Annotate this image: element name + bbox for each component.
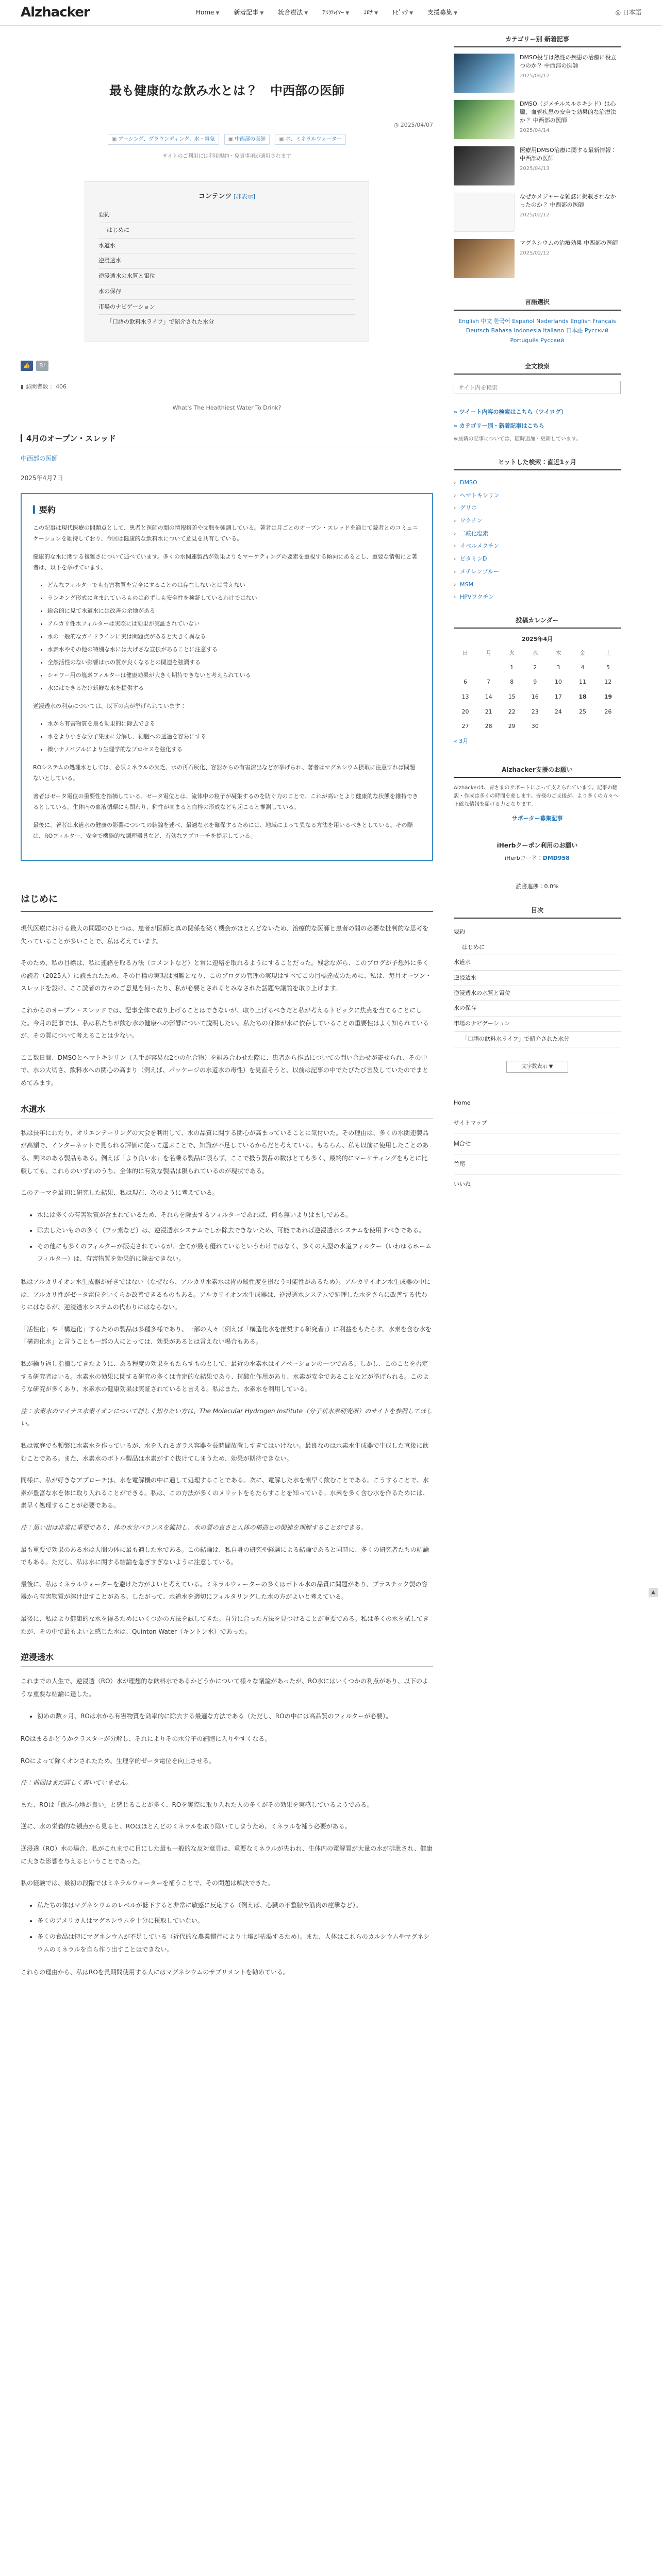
folder-icon: ▣	[112, 137, 117, 143]
calendar-weekday: 木	[555, 649, 561, 656]
toc-item[interactable]: 要約	[98, 208, 355, 223]
article-body	[21, 892, 433, 1978]
toc-item[interactable]: 水の保存	[454, 1001, 621, 1016]
toc-item[interactable]: はじめに	[98, 223, 355, 239]
body-list	[37, 1899, 433, 1956]
calendar-day[interactable]: 2	[533, 664, 537, 671]
chevron-down-icon: ▼	[260, 11, 264, 16]
category-note: ※最新の記事については、随時追加・更新しています。	[454, 436, 582, 442]
menu-item[interactable]: 首尾	[454, 1155, 621, 1175]
coupon-box: iHerbクーポン利用のお願い iHerbコード：DMD958	[454, 840, 621, 863]
list-item: • シャワー用の塩素フィルターは健康効果が大きく期待できないと考えられている	[47, 670, 421, 681]
calendar-weekday: 月	[486, 649, 492, 656]
body-paragraph: このテーマを最初に研究した結果、私は現在、次のように考えている。	[21, 1189, 219, 1197]
calendar-day[interactable]: 13	[461, 693, 469, 701]
body-list	[37, 1209, 433, 1265]
toc-item[interactable]: 逆浸透水の水質と電位	[454, 986, 621, 1002]
post-thumbnail[interactable]	[454, 239, 515, 278]
post-date: 2025/02/12	[520, 212, 550, 218]
body-list	[37, 1710, 433, 1723]
popular-search-item[interactable]: › ビタミンD	[454, 553, 621, 566]
list-item: • 水をより小さな分子集団に分解し、細胞への透過を容易にする	[47, 732, 421, 742]
menu-item[interactable]: Home	[454, 1093, 621, 1114]
globe-icon: ◎	[615, 9, 621, 16]
body-paragraph: これらの理由から、私はROを長期間使用する人にはマグネシウムのサプリメントを勧めている。	[21, 1969, 289, 1976]
body-paragraph: 最後に、私はミネラルウォーターを避けた方がよいと考えている。ミネラルウォーターの多くはボトル水の品質に問題があり、プラスチック製の容器から有害物質が溶け出すことがある。したがって、水道水を適切にフィルタリングした水の方がよいと考えている。	[21, 1580, 428, 1601]
tag-link[interactable]: ▣ アーシング、グラウンディング、水・電気	[108, 134, 219, 145]
toc-item[interactable]: 水道水	[98, 239, 355, 254]
body-paragraph: これからのオープン・スレッドでは、記事全体で取り上げることはできないが、取り上げるべきだと私が考えるトピックに焦点を当てることにした。今月の記事では、私は私たちが飲む水の健康への影響について説明したい。私たちの身体が水に依存していることの重要性はよく知られているが、その質について考えることは少ない。	[21, 1006, 429, 1040]
menu-item[interactable]: 問合せ	[454, 1134, 621, 1155]
calendar-day[interactable]: 5	[606, 664, 610, 671]
calendar-day[interactable]: 26	[604, 708, 612, 715]
thumbs-up-icon: 👍	[23, 362, 30, 369]
toc-item[interactable]: 市場のナビゲーション	[98, 300, 355, 315]
toc-item[interactable]: 「口語の飲料水ライフ」で紹介された水分	[98, 315, 355, 330]
body-paragraph: これまでの人生で、逆浸透（RO）水が理想的な飲料水であるかどうかについて様々な議論があったが、RO水にはいくつかの利点があり、以下のような重要な結論に達した。	[21, 1677, 428, 1698]
list-item: • 総合的に見て水道水には改善の余地がある	[47, 606, 421, 617]
global-nav	[196, 7, 457, 18]
calendar-month: 2025年4月	[521, 636, 553, 643]
post-tags	[21, 134, 433, 145]
body-paragraph: 最も重要で効果のある水は人間の体に最も適した水である。この結論は、私自身の研究や経験による結論であると同時に、多くの研究者たちの結論でもある。ただし、私は水に関する結論を急ぎすぎないように注意している。	[21, 1546, 429, 1566]
section-heading: 逆浸透水	[21, 1650, 433, 1667]
summary-paragraph: 健康的な水に関する複雑さについて述べています。多くの水関連製品が効果よりもマーケティングの要素を重視する傾向にあるとし、重要な情報にと著者は、以下を挙げています。	[33, 553, 418, 571]
calendar-day[interactable]: 9	[533, 679, 537, 686]
note-paragraph: 注：水素水のマイナス水素イオンについて詳しく知りたい方は、The Molecular Hydrogen Institute（分子状水素研究所）のサイトを参照してほしい。	[21, 1407, 433, 1428]
post-title[interactable]: DMSO（ジメチルスルホキシド）は心臓、血管疾患の安全で効果的な治療法か？ 中西部の医師	[520, 100, 616, 124]
list-item: • アルカリ性水フィルターは実際には効果が実証されていない	[47, 619, 421, 630]
popular-search-item[interactable]: › イベルメクチン	[454, 540, 621, 553]
heading-bar	[21, 434, 22, 442]
calendar-day[interactable]: 16	[531, 693, 539, 701]
sidebar-heading: 目次	[454, 905, 621, 919]
chevron-down-icon: ▼	[409, 11, 413, 16]
like-button[interactable]	[21, 361, 33, 371]
list-item: • 水にはできるだけ新鮮な水を提供する	[47, 683, 421, 694]
body-paragraph: ROはまるかどうかクラスターが分解し、それによりその水分子の細胞に入りやすくなる。	[21, 1735, 271, 1743]
post-thumbnail[interactable]	[454, 146, 515, 185]
site-logo[interactable]: Alzhacker	[21, 5, 90, 21]
toc-item[interactable]: 逆浸透水	[454, 971, 621, 986]
toc-item[interactable]: 水道水	[454, 955, 621, 971]
tag-link[interactable]: ▣ 水、ミネラルウォーター	[275, 134, 346, 145]
popular-search-item[interactable]: › メチレンブルー	[454, 566, 621, 579]
folder-icon: ▣	[279, 137, 284, 143]
tweet-search-link[interactable]: » ツイート内容の検索はこちら（ツイログ）	[454, 409, 567, 416]
char-count-button[interactable]: 文字数表示 ▼	[506, 1061, 568, 1073]
table-of-contents	[85, 181, 369, 342]
post-thumbnail[interactable]	[454, 54, 515, 93]
scroll-top-button[interactable]	[649, 1588, 658, 1597]
toc-item[interactable]: 水の保存	[98, 284, 355, 300]
calendar-day[interactable]: 25	[579, 708, 587, 715]
list-item: • 多くの食品は特にマグネシウムが不足している（近代的な農業慣行により土壌が枯渇するため）。また、人体はこれらのカルシウムやマグネシウムのミネラルを自ら作り出すことはできない。	[37, 1930, 433, 1956]
calendar-weekday: 金	[580, 649, 586, 656]
list-item: • 水素水やその他の特別な水には大げさな宣伝があることに注意する	[47, 645, 421, 655]
toc-item[interactable]: 「口語の飲料水ライフ」で紹介された水分	[454, 1032, 621, 1047]
language-switch[interactable]: ◎ 日本語	[615, 9, 641, 16]
list-item: • 私たちの体はマグネシウムのレベルが低下すると非常に敏感に反応する（例えば、心臓の不整脈や筋肉の痙攣など）。	[37, 1899, 433, 1912]
calendar-day[interactable]: 4	[581, 664, 585, 671]
sidebar-heading: 投稿カレンダー	[454, 615, 621, 629]
body-paragraph: 私は長年にわたり、オリエンテーリングの大会を利用して、水の品質に関する関心が高まっていることに気付いた。その理由は、多くの水関連製品が高額で、インターネットで見られる評価に従って選ぶことで、知識が不足しているからだと考えている。もちろん、私も以前に使用したことのある、興味のある製品もある。例えば「より良い水」を名乗る製品に限らず、ここで扱う製品の数はとても多く、最終的にマーケティングをもとに比較しても、これらのいずれのうち、全体的に有効な製品は限られているのが現状である。	[21, 1129, 429, 1175]
calendar-day[interactable]: 3	[556, 664, 560, 671]
calendar-day[interactable]: 7	[487, 679, 491, 686]
popular-search-item[interactable]: › グリホ	[454, 502, 621, 515]
calendar-day	[570, 719, 595, 734]
calendar-weekday: 水	[532, 649, 538, 656]
note-paragraph: 注：前回はまだ詳しく書いていません。	[21, 1779, 133, 1787]
calendar-day[interactable]: 17	[554, 693, 562, 701]
calendar-day[interactable]: 8	[510, 679, 514, 686]
body-paragraph: 逆浸透（RO）水の場合、私がこれまでに目にした最も一般的な反対意見は、重要なミネラルが失われ、生体内の電解質が大量の水が排泄され、健康に大きな影響を与えるということであった。	[21, 1845, 433, 1865]
coupon-title: iHerbクーポン利用のお願い	[496, 841, 578, 849]
sidebar-heading: 言語選択	[454, 297, 621, 310]
post-date: 2025/04/14	[520, 128, 550, 134]
summary-paragraph: 最後に、著者は水道水の健康の影響についての結論を述べ、最適な水を確保するためには、地域によって異なる方法を用いるべきとしている。その際は、ROフィルター、安全で機能的な調理器具など、有効なアプローチを提示している。	[33, 821, 413, 839]
post-date: 2025/04/13	[520, 166, 550, 172]
body-paragraph: 私はアルカリイオン水生成器が好きではない（なぜなら、アルカリ水素水は胃の酸性度を損なう可能性があるため）。アルカリイオン水生成器の中には、アルカリ性がゼータ電位をいくらか改善できるものもある。アルカリイオン水生成器は、逆浸透水システムで処理した水をさらに改善する代わりにはなるが、逆浸透水システムの代わりにはならない。	[21, 1278, 431, 1311]
list-item: • どんなフィルターでも有害物質を完全にすることのは存在しないとは言えない	[47, 580, 421, 591]
body-paragraph: 同様に、私が好きなアプローチは、水を電解機の中に通して処理することである。次に、電解した水を素早く飲むことである。こうすることで、水素が豊富な水を体に取り入れることができる。私は、この方法が多くのメリットをもたらすことを知っている。水素を多く含む水を作るためには、素早く処理することが必要である。	[21, 1477, 429, 1510]
calendar-day[interactable]: 27	[461, 723, 469, 730]
list-item: • 全然活性のない影響は水の質が良くなるとの関連を強調する	[47, 657, 421, 668]
calendar-day[interactable]: 28	[485, 723, 492, 730]
section-heading: 水道水	[21, 1102, 433, 1118]
post-title[interactable]: 医療用DMSO治療に関する最新情報：中西部の医師	[520, 147, 617, 162]
clock-icon: ◷	[393, 121, 399, 128]
toc-item[interactable]: 逆浸透水	[98, 253, 355, 269]
post-date-meta: ◷ 2025/04/07	[393, 121, 433, 128]
summary-list	[47, 580, 421, 693]
tag-link[interactable]: ▣ 中西部の医師	[224, 134, 270, 145]
calendar-day[interactable]: 1	[510, 664, 514, 671]
nav-alzheimer[interactable]: ｱﾙﾂﾊｲﾏｰ ▼	[322, 9, 350, 16]
calendar-weekday: 火	[509, 649, 515, 656]
popular-search-item[interactable]: › MSM	[454, 579, 621, 591]
calendar-day[interactable]: 23	[531, 708, 539, 715]
list-item: • 水には多くの有害物質が含まれているため、それらを除去するフィルターであれば、何も無いよりはましである。	[37, 1209, 433, 1222]
chevron-down-icon: ▼	[216, 11, 220, 16]
summary-paragraph: 逆浸透水の利点については、以下の点が挙げられています：	[33, 702, 186, 709]
calendar-weekday: 土	[605, 649, 611, 656]
chevron-down-icon: ▼	[304, 11, 308, 16]
nav-support[interactable]: 支援募集 ▼	[427, 9, 457, 16]
note-paragraph: 注：思い出は非常に重要であり、体の水分バランスを維持し、水の質の良さと人体の構造との関連を理解することができる。	[21, 1523, 367, 1531]
list-item: • 水から有害物質を最も効果的に除去できる	[47, 719, 421, 730]
calendar-prev-link[interactable]: « 3月	[454, 738, 469, 745]
menu-item[interactable]: いいね	[454, 1175, 621, 1195]
list-item: • 多くのアメリカ人はマグネシウムを十分に摂取していない。	[37, 1914, 433, 1927]
popular-search-item[interactable]: › 二酸化塩素	[454, 528, 621, 540]
calendar-day[interactable]: 6	[464, 679, 468, 686]
post-date: 2025/04/12	[520, 73, 550, 79]
site-header	[0, 0, 662, 26]
body-paragraph: 現代医療における最大の問題のひとつは、患者が医師と真の関係を築く機会がほとんどないため、治療的な医師と患者の間の必要な批判的な思考を失っていることが多いことで、私は考えています。	[21, 925, 429, 945]
post-title[interactable]: なぜかメジャーな雑誌に掲載されなかったのか？ 中西部の医師	[520, 193, 616, 209]
popular-search-item[interactable]: › DMSO	[454, 477, 621, 489]
list-item: • ランキング形式に含まれているものは必ずしも安全性を検証しているわけではない	[47, 593, 421, 604]
summary-paragraph: 著者はゼータ電位の重要性を指摘している。ゼータ電位とは、流体中の粒子が凝集するのを防ぐ力のことで、これが高いとより健康的な状態を維持できるとしている。生体内の血液循環にも関わり、粘性が高まると血栓の形成なども起こると推測している。	[33, 792, 418, 810]
chevron-down-icon: ▼	[454, 11, 457, 16]
support-text: Alzhackerは、皆さまのサポートによって支えられています。記事の翻訳・作成は多くの時間を要します。皆様のご支援が、より多くの方々へ正確な情報を届ける力となります。	[454, 785, 619, 808]
calendar-day[interactable]: 24	[554, 708, 562, 715]
list-item: • 微小ナノバブルにより生理学的なプロセスを強化する	[47, 744, 421, 755]
calendar-day[interactable]: 15	[508, 693, 516, 701]
share-buttons	[21, 361, 433, 371]
calendar-day[interactable]: 20	[461, 708, 469, 715]
calendar-day[interactable]: 22	[508, 708, 516, 715]
calendar-day	[454, 660, 477, 675]
folder-icon: ▣	[228, 137, 234, 143]
bookmark-icon: B!	[39, 362, 45, 369]
chevron-down-icon: ▼	[374, 11, 378, 16]
sidebar-post[interactable]	[454, 100, 621, 139]
calendar-day[interactable]: 29	[508, 723, 516, 730]
summary-box	[21, 493, 433, 861]
calendar-day[interactable]: 18	[578, 693, 587, 701]
chevron-up-icon: ▲	[651, 1589, 655, 1595]
supporter-link[interactable]: サポーター募集記事	[511, 815, 563, 822]
sidebar-post[interactable]	[454, 193, 621, 232]
sidebar	[454, 26, 621, 1988]
body-paragraph: 最後に、私はより健康的な水を得るためにいくつかの方法を試してきた。自分に合った方法を見つけることが重要である。私は多くの水を試してきたが、その中で最もよいと感じた水は、Quinton Water（キントン水）であった。	[21, 1615, 429, 1635]
list-item: • 除去したいものの多く（フッ素など）は、逆浸透水システムでしか除去できないため、可能であれば逆浸透水システムを使用すべきである。	[37, 1224, 433, 1237]
body-paragraph: 私が繰り返し指摘してきたように、ある程度の効果をもたらすものとして、最近の水素水はイノベーションの一つである。しかし、このことを否定する研究者はいる。水素水の効果に関する研究の多くは肯定的な結果であり、抗酸化作用があり、水素が安全であることなどが挙げられる。このような研究が多くあり、水素水の健康効果は実証されていると言える。私はまた、水素水を利用している。	[21, 1360, 429, 1393]
post-title[interactable]: マグネシウムの治療効果 中西部の医師	[520, 240, 618, 247]
menu-item[interactable]: サイトマップ	[454, 1113, 621, 1134]
post-thumbnail[interactable]	[454, 100, 515, 139]
body-paragraph: 私は家庭でも頻繁に水素水を作っているが、水を入れるガラス容器を長時間放置しすぎてはいけない。最良なのは水素水生成器で生成した直後に飲むことである。また、水素水のボトル製品は水素がすぐ抜けてしまうため、効果が期待できない。	[21, 1442, 429, 1462]
visitor-count: ▮ 訪問者数： 406	[21, 383, 67, 390]
heading-bar	[33, 505, 35, 514]
body-paragraph: 私の経験では、最初の段階ではミネラルウォーターを補うことで、その問題は解決できた。	[21, 1879, 274, 1887]
nav-home[interactable]: Home ▼	[196, 9, 220, 16]
nav-topics[interactable]: ﾄﾋﾟｯｸ ▼	[392, 9, 413, 16]
calendar-day[interactable]: 11	[579, 679, 587, 686]
category-link[interactable]: » カテゴリー別・新着記事はこちら	[454, 422, 544, 429]
post-date: 2025年4月7日	[21, 474, 63, 482]
toc-header: コンテンツ [非表示]	[198, 193, 255, 201]
calendar-day	[477, 660, 500, 675]
page-wrapper	[0, 26, 662, 1988]
chevron-down-icon: ▼	[345, 11, 350, 16]
toc-item[interactable]: はじめに	[454, 940, 621, 956]
summary-list	[47, 719, 421, 755]
summary-title: 要約	[33, 502, 421, 518]
sidebar-menu	[454, 1093, 621, 1195]
lead-caption: What's The Healthiest Water To Drink?	[172, 404, 282, 411]
sidebar-heading: 全文検索	[454, 361, 621, 375]
sidebar-post[interactable]	[454, 239, 621, 278]
reading-progress: 読書進捗：0.0%	[516, 883, 559, 890]
popular-search-item[interactable]: › HPVワクチン	[454, 591, 621, 604]
summary-paragraph: この記事は現代医療の問題点として、患者と医師の間の情報格差や文脈を強調している。著者は月ごとのオープン・スレッドを通じて読者とのコミュニケーションを維持しており、今回は健康的な飲料水について意見を共有している。	[33, 524, 418, 542]
calendar-day[interactable]: 12	[604, 679, 612, 686]
terms-note: サイトのご利用には利用規約・免責事項が適用されます	[162, 154, 291, 160]
toc-item[interactable]: 市場のナビゲーション	[454, 1016, 621, 1032]
body-paragraph: ROによって除くオンされたため、生理学的ゼータ電位を向上させる。	[21, 1757, 215, 1765]
list-item: • 水の一般的なガイドラインに実は問題点があると大きく異なる	[47, 632, 421, 642]
calendar-day[interactable]: 30	[531, 723, 539, 730]
source-link[interactable]: 中西部の医師	[21, 454, 58, 462]
nav-integrative[interactable]: 統合療法 ▼	[278, 9, 308, 16]
search-input[interactable]	[454, 381, 621, 394]
post-title[interactable]: DMSO投与は熱性の疾患の治療に役立つのか？ 中西部の医師	[520, 54, 617, 70]
section-heading: はじめに	[21, 892, 433, 912]
page-title: 最も健康的な飲み水とは？ 中西部の医師	[109, 83, 344, 98]
body-paragraph: 逆に、水の栄養的な観点から見ると、ROはほとんどのミネラルを取り除いてしまうため、ミネラルを補う必要がある。	[21, 1823, 351, 1831]
calendar-weekday: 日	[462, 649, 469, 656]
calendar-day[interactable]: 19	[604, 693, 612, 701]
list-item: • 初めの数ヶ月、ROは水から有害物質を効率的に除去する最適な方法である（ただし、ROの中には高品質のフィルターが必要）。	[37, 1710, 433, 1723]
nav-new-posts[interactable]: 新着記事 ▼	[234, 9, 264, 16]
post-calendar	[454, 635, 621, 749]
toc-item[interactable]: 要約	[454, 925, 621, 940]
toc-item[interactable]: 逆浸透水の水質と電位	[98, 269, 355, 284]
sidebar-toc	[454, 925, 621, 1047]
post-date: 2025/02/12	[520, 250, 550, 257]
sidebar-heading: ヒットした検索：直近1ヶ月	[454, 457, 621, 470]
popular-search-item[interactable]: › ワクチン	[454, 515, 621, 528]
post-thumbnail[interactable]	[454, 193, 515, 232]
popular-searches	[454, 477, 621, 604]
calendar-day	[595, 719, 621, 734]
body-paragraph: そのため、私の目標は、私に連絡を取る方法（コメントなど）と常に連絡を取れるようにすることだった。残念ながら、このブログが予想外に多くの読者（2025人）に読まれたため、その目標の実現は困難となり、このブログの管理の実現はすべてこの目標達成のために、私は、毎月オープン・スレッドを設け、ここ読者の方々のご意見を伺ったり、私が必要とされるとみなされた話題や議論を取り上げます。	[21, 959, 432, 992]
list-item: • その他にも多くのフィルターが販売されているが、全てが最も優れているというわけではなく、多くの大型の水道フィルター（いわゆるホームフィルター）は、有害物質を効果的に除去できない。	[37, 1240, 433, 1265]
summary-paragraph: ROシステムの処理水としては、必須ミネラルの欠乏、水の再石灰化、容器からの有害溶出などが挙げられ、著者はマグネシウム摂取に注意すれば問題ないとしている。	[33, 764, 416, 782]
body-paragraph: ここ数日間、DMSOとヘマトキシリン（入手が容易な2つの化合物）を組み合わせた際に、患者から作品についての問い合わせが寄せられ、その中で、水の大切さ、飲料水への関心の高まり（例えば、パッケージの水道水の毒性）を見直そうと、以前は記事の中でたびたび言及していたのでまとめてみます。	[21, 1054, 429, 1087]
bookmark-button[interactable]	[36, 361, 48, 371]
calendar-day[interactable]: 14	[485, 693, 492, 701]
sidebar-post[interactable]	[454, 146, 621, 185]
coupon-code[interactable]: DMD958	[542, 855, 570, 862]
chart-icon: ▮	[21, 383, 24, 390]
calendar-day[interactable]: 10	[554, 679, 562, 686]
main-content	[21, 26, 433, 1988]
body-paragraph: また、ROは「飲み心地が良い」と感じることが多く、ROを実際に取り入れた人の多くがその効果を実感しているようである。	[21, 1801, 373, 1808]
popular-search-item[interactable]: › ヘマトキシリン	[454, 489, 621, 502]
sidebar-heading: カテゴリー別 新着記事	[454, 34, 621, 47]
thread-heading: 4月のオープン・スレッド	[21, 432, 433, 448]
sidebar-post[interactable]	[454, 54, 621, 93]
sidebar-heading: Alzhacker支援のお願い	[454, 765, 621, 778]
calendar-day[interactable]: 21	[485, 708, 492, 715]
toc-toggle[interactable]: [非表示]	[234, 193, 255, 200]
language-links[interactable]: English 中文 한국어 Español Nederlands English Français Deutsch Bahasa Indonesia Italiano 日本語 Русский Português Русский	[458, 317, 616, 344]
nav-corona[interactable]: ｺﾛﾅ ▼	[363, 9, 378, 16]
body-paragraph: 「活性化」や「構造化」するための製品は多種多様であり、一部の人々（例えば「構造化水を推奨する研究者」）に利益をもたらす。水素を含む水を「構造化水」と言うことも一部の人にとっては、効果があるとは言えない場合もある。	[21, 1325, 432, 1346]
calendar-day	[547, 719, 570, 734]
